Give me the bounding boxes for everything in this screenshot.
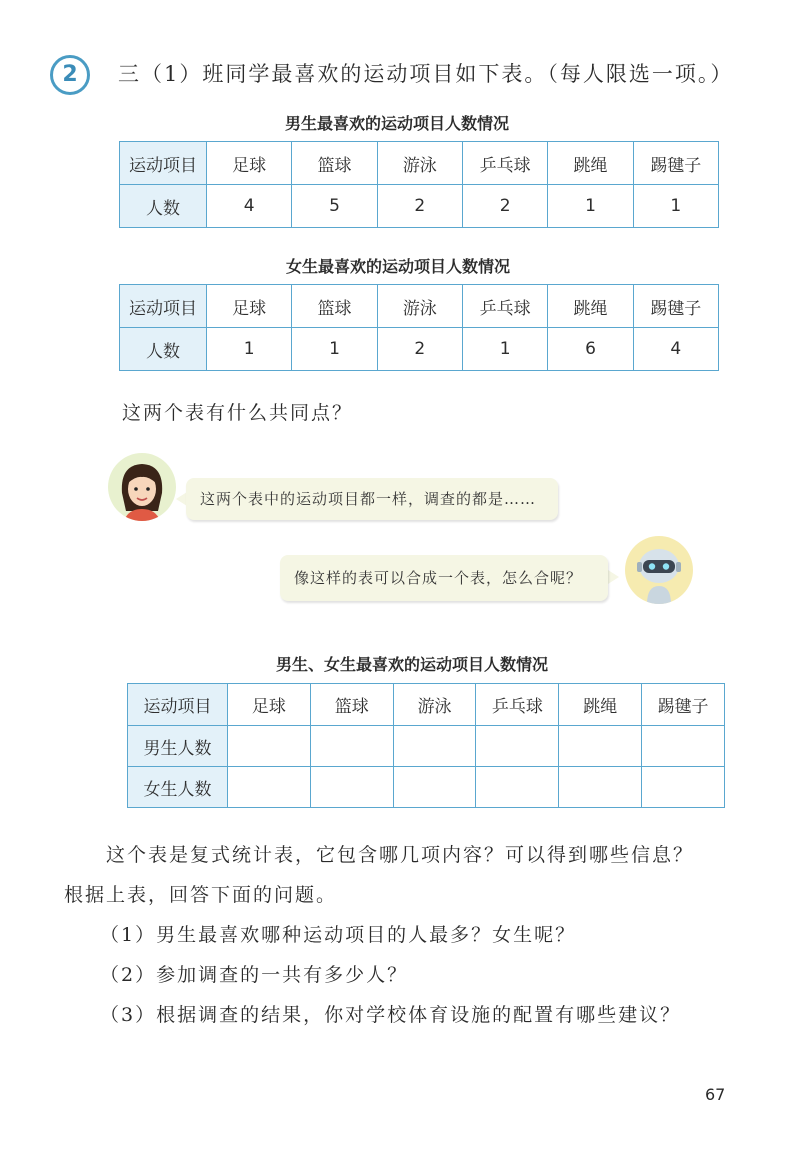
girls-count-cell: 1 (207, 328, 292, 371)
boys-sport-cell: 踢毽子 (633, 142, 718, 185)
robot-speech-text: 像这样的表可以合成一个表，怎么合呢？ (294, 569, 583, 587)
girls-sport-cell: 跳绳 (548, 285, 633, 328)
combined-girls-row (128, 767, 725, 808)
girls-header-label: 运动项目 (120, 285, 207, 328)
combined-table-header-row (128, 684, 725, 726)
girls-table-count-row (120, 328, 719, 371)
girls-count-cell: 1 (462, 328, 547, 371)
question-3: （3）根据调查的结果，你对学校体育设施的配置有哪些建议？ (100, 1004, 682, 1026)
common-point-question: 这两个表有什么共同点？ (122, 402, 354, 424)
girls-count-cell: 6 (548, 328, 633, 371)
girl-face-icon (108, 453, 176, 521)
boys-table (119, 141, 719, 228)
combined-empty-cell[interactable] (476, 726, 559, 767)
boys-count-cell: 1 (548, 185, 633, 228)
combined-girls-label: 女生人数 (128, 767, 228, 808)
girls-sport-cell: 篮球 (292, 285, 377, 328)
combined-sport-cell: 跳绳 (559, 684, 642, 726)
discussion-line-1: 这个表是复式统计表，它包含哪几项内容？可以得到哪些信息？ (106, 844, 695, 866)
girls-sport-cell: 踢毽子 (633, 285, 718, 328)
girl-avatar (108, 453, 176, 521)
boys-table-count-row (120, 185, 719, 228)
boys-table-title: 男生最喜欢的运动项目人数情况 (285, 114, 510, 133)
robot-face-icon (625, 536, 693, 604)
boys-sport-cell: 篮球 (292, 142, 377, 185)
boys-sport-cell: 足球 (207, 142, 292, 185)
combined-sport-cell: 游泳 (393, 684, 476, 726)
girls-sport-cell: 游泳 (377, 285, 462, 328)
girl-speech-bubble (186, 478, 558, 520)
robot-bubble-tail (608, 570, 619, 584)
combined-boys-label: 男生人数 (128, 726, 228, 767)
combined-sport-cell: 乒乓球 (476, 684, 559, 726)
boys-sport-cell: 乒乓球 (462, 142, 547, 185)
boys-count-cell: 1 (633, 185, 718, 228)
girls-count-cell: 2 (377, 328, 462, 371)
girls-row-label: 人数 (120, 328, 207, 371)
girls-table-header-row (120, 285, 719, 328)
discussion-line-2: 根据上表，回答下面的问题。 (64, 884, 338, 906)
combined-empty-cell[interactable] (228, 767, 311, 808)
robot-speech-bubble (280, 555, 608, 601)
girls-count-cell: 1 (292, 328, 377, 371)
combined-table-title: 男生、女生最喜欢的运动项目人数情况 (276, 655, 549, 674)
combined-sport-cell: 篮球 (310, 684, 393, 726)
boys-header-label: 运动项目 (120, 142, 207, 185)
question-1: （1）男生最喜欢哪种运动项目的人最多？女生呢？ (100, 924, 577, 946)
problem-intro: 三（1）班同学最喜欢的运动项目如下表。（每人限选一项。） (118, 62, 734, 86)
problem-number-badge: 2 (50, 55, 90, 95)
boys-sport-cell: 游泳 (377, 142, 462, 185)
question-2: （2）参加调查的一共有多少人？ (100, 964, 409, 986)
boys-count-cell: 2 (462, 185, 547, 228)
combined-boys-row (128, 726, 725, 767)
combined-empty-cell[interactable] (310, 726, 393, 767)
girls-table-title: 女生最喜欢的运动项目人数情况 (286, 257, 511, 276)
boys-count-cell: 2 (377, 185, 462, 228)
combined-empty-cell[interactable] (559, 726, 642, 767)
page-number: 67 (705, 1085, 726, 1104)
boys-count-cell: 5 (292, 185, 377, 228)
combined-empty-cell[interactable] (393, 726, 476, 767)
girls-sport-cell: 足球 (207, 285, 292, 328)
boys-count-cell: 4 (207, 185, 292, 228)
combined-empty-cell[interactable] (228, 726, 311, 767)
boys-table-header-row (120, 142, 719, 185)
boys-sport-cell: 跳绳 (548, 142, 633, 185)
combined-empty-cell[interactable] (642, 726, 725, 767)
girl-speech-text: 这两个表中的运动项目都一样，调查的都是…… (200, 490, 537, 508)
combined-sport-cell: 踢毽子 (642, 684, 725, 726)
girls-count-cell: 4 (633, 328, 718, 371)
combined-table (127, 683, 725, 808)
combined-empty-cell[interactable] (393, 767, 476, 808)
combined-empty-cell[interactable] (642, 767, 725, 808)
girls-sport-cell: 乒乓球 (462, 285, 547, 328)
boys-row-label: 人数 (120, 185, 207, 228)
combined-header-label: 运动项目 (128, 684, 228, 726)
combined-sport-cell: 足球 (228, 684, 311, 726)
girls-table (119, 284, 719, 371)
combined-empty-cell[interactable] (559, 767, 642, 808)
combined-empty-cell[interactable] (310, 767, 393, 808)
robot-avatar (625, 536, 693, 604)
combined-empty-cell[interactable] (476, 767, 559, 808)
